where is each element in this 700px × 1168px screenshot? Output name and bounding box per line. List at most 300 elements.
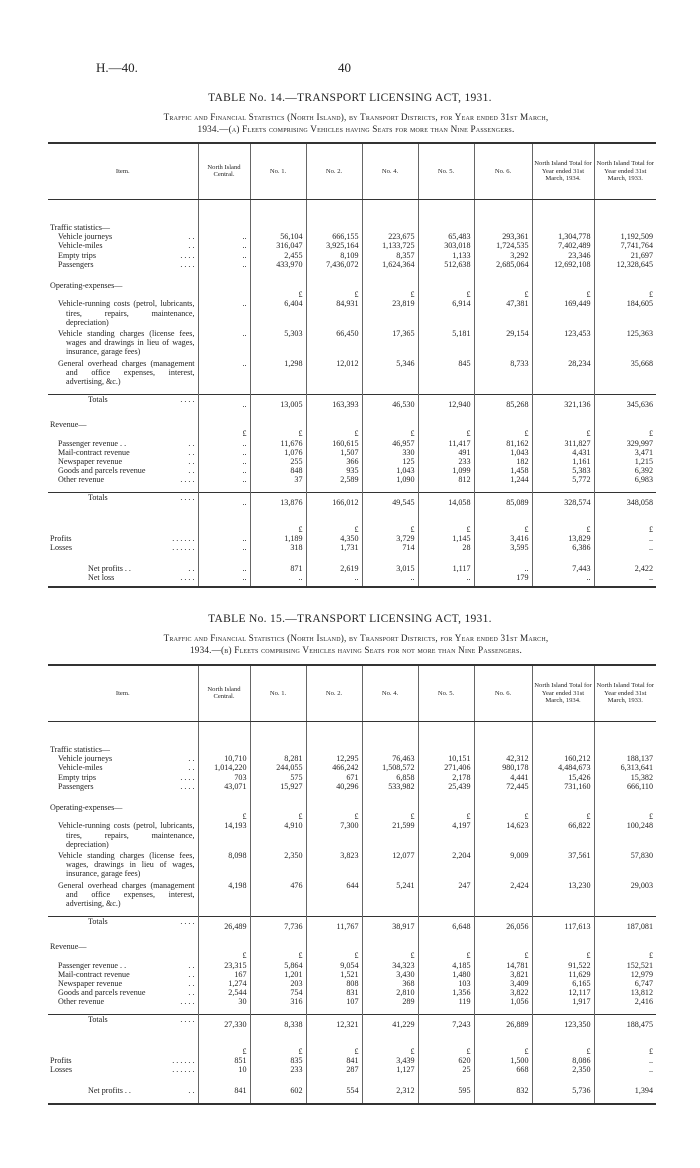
col-header-no1: No. 1. — [250, 143, 306, 199]
pound-sign: £ — [198, 1047, 250, 1056]
row-label-cell — [48, 1065, 198, 1074]
spacer-cell — [594, 199, 656, 223]
pound-sign: £ — [362, 290, 418, 299]
cell-value: 187,081 — [594, 916, 656, 936]
row-label-cell — [48, 961, 198, 970]
table-row — [48, 1015, 656, 1035]
spacer-cell — [594, 485, 656, 493]
cell-value: 731,160 — [532, 782, 594, 791]
row-label: Passengers — [58, 259, 94, 269]
cell-value: 7,736 — [250, 916, 306, 936]
spacer-cell — [48, 386, 198, 394]
cell-value: 980,178 — [474, 763, 532, 772]
spacer-cell — [306, 1035, 362, 1047]
cell-value: 476 — [250, 881, 306, 909]
empty-cell — [362, 803, 418, 812]
cell-value: 15,426 — [532, 773, 594, 782]
spacer-cell — [532, 1007, 594, 1015]
cell-value: 1,076 — [250, 448, 306, 457]
cell-value: 13,812 — [594, 988, 656, 997]
spacer-cell — [306, 1007, 362, 1015]
spacer-cell — [362, 908, 418, 916]
cell-value: 3,729 — [362, 534, 418, 543]
cell-value: 602 — [250, 1086, 306, 1104]
cell-value: 119 — [418, 997, 474, 1006]
row-label: Mail-contract revenue — [58, 447, 130, 457]
cell-value: 316 — [250, 997, 306, 1006]
cell-value: .. — [594, 534, 656, 543]
cell-value: 11,676 — [250, 439, 306, 448]
cell-value: 1,189 — [250, 534, 306, 543]
spacer-cell — [594, 1007, 656, 1015]
leader-dots: . . . . — [180, 259, 195, 269]
spacer-row — [48, 513, 656, 525]
cell-value: 6,313,641 — [594, 763, 656, 772]
cell-value: .. — [198, 448, 250, 457]
cell-value: 76,463 — [362, 754, 418, 763]
cell-value: 1,043 — [362, 466, 418, 475]
row-label: Vehicle journeys — [58, 232, 113, 242]
cell-value: 316,047 — [250, 241, 306, 250]
spacer-cell — [418, 485, 474, 493]
spacer-cell — [198, 386, 250, 394]
row-label: Goods and parcels revenue — [58, 466, 146, 476]
empty-cell — [362, 281, 418, 290]
cell-value: 21,599 — [362, 821, 418, 849]
spacer-cell — [198, 199, 250, 223]
table-15 — [48, 664, 656, 1105]
spacer-cell — [418, 513, 474, 525]
leader-dots: . . — [188, 241, 195, 251]
cell-value: 6,858 — [362, 773, 418, 782]
table-row — [48, 1056, 656, 1065]
pound-sign: £ — [532, 951, 594, 960]
row-label-cell — [48, 299, 198, 327]
cell-value: 46,530 — [362, 394, 418, 414]
pound-sign: £ — [250, 429, 306, 438]
cell-value: 533,982 — [362, 782, 418, 791]
spacer-cell — [418, 199, 474, 223]
cell-value: 13,829 — [532, 534, 594, 543]
table-row — [48, 564, 656, 573]
pound-sign: £ — [198, 429, 250, 438]
pound-sign: £ — [198, 812, 250, 821]
cell-value: .. — [198, 260, 250, 269]
leader-dots: . . — [188, 564, 195, 574]
section-heading: Operating-expenses— — [50, 803, 123, 813]
table-row — [48, 299, 656, 327]
cell-value: 11,417 — [418, 439, 474, 448]
cell-value: 12,692,108 — [532, 260, 594, 269]
spacer-cell — [48, 908, 198, 916]
spacer-cell — [198, 721, 250, 745]
cell-value: 188,137 — [594, 754, 656, 763]
table-row — [48, 988, 656, 997]
col-header-no2: No. 2. — [306, 143, 362, 199]
cell-value: 321,136 — [532, 394, 594, 414]
spacer-cell — [474, 552, 532, 564]
empty-cell — [198, 745, 250, 754]
row-label: Profits — [50, 533, 72, 543]
row-label-cell — [48, 881, 198, 909]
empty-cell — [474, 942, 532, 951]
cell-value: 330 — [362, 448, 418, 457]
cell-value: 754 — [250, 988, 306, 997]
cell-value: 4,910 — [250, 821, 306, 849]
cell-value: 575 — [250, 773, 306, 782]
table-row — [48, 573, 656, 587]
cell-value: 3,925,164 — [306, 241, 362, 250]
cell-value: 1,215 — [594, 457, 656, 466]
cell-value: 7,300 — [306, 821, 362, 849]
spacer-cell — [594, 721, 656, 745]
empty-cell — [48, 812, 198, 821]
row-label-cell — [48, 493, 198, 513]
cell-value: 163,393 — [306, 394, 362, 414]
cell-value: 1,090 — [362, 475, 418, 484]
traffic-heading — [48, 223, 198, 232]
section-heading: Traffic statistics— — [50, 223, 111, 232]
row-label: Net profits . . — [88, 1086, 131, 1096]
cell-value: 1,304,778 — [532, 232, 594, 241]
cell-value: 25 — [418, 1065, 474, 1074]
row-label: Losses — [50, 1065, 73, 1075]
cell-value: 3,015 — [362, 564, 418, 573]
row-label: General overhead charges (management and office expenses, interest, advertising, &c.) — [58, 880, 195, 909]
spacer-cell — [532, 1035, 594, 1047]
cell-value: 703 — [198, 773, 250, 782]
cell-value: 4,198 — [198, 881, 250, 909]
row-label-cell — [48, 979, 198, 988]
pound-sign: £ — [306, 429, 362, 438]
cell-value: 8,281 — [250, 754, 306, 763]
spacer-cell — [474, 386, 532, 394]
cell-value: 2,685,064 — [474, 260, 532, 269]
table-row — [48, 997, 656, 1006]
empty-cell — [250, 745, 306, 754]
spacer-cell — [48, 513, 198, 525]
cell-value: 46,957 — [362, 439, 418, 448]
spacer-cell — [306, 908, 362, 916]
empty-cell — [48, 429, 198, 438]
table-row — [48, 394, 656, 414]
cell-value: 1,917 — [532, 997, 594, 1006]
cell-value: 26,056 — [474, 916, 532, 936]
spacer-cell — [198, 552, 250, 564]
cell-value: 160,212 — [532, 754, 594, 763]
cell-value: .. — [362, 573, 418, 587]
empty-cell — [250, 420, 306, 429]
row-label: Passenger revenue . . — [58, 438, 127, 448]
spacer-cell — [362, 721, 418, 745]
cell-value: 345,636 — [594, 394, 656, 414]
row-label-cell — [48, 1056, 198, 1065]
cell-value: 12,117 — [532, 988, 594, 997]
spacer-cell — [306, 552, 362, 564]
cell-value: 9,009 — [474, 851, 532, 879]
empty-cell — [198, 281, 250, 290]
cell-value: 1,458 — [474, 466, 532, 475]
spacer-row — [48, 386, 656, 394]
cell-value: .. — [198, 251, 250, 260]
spacer-cell — [250, 1035, 306, 1047]
cell-value: 1,192,509 — [594, 232, 656, 241]
leader-dots: . . — [188, 457, 195, 467]
cell-value: 2,619 — [306, 564, 362, 573]
row-label-cell — [48, 988, 198, 997]
cell-value: 85,089 — [474, 493, 532, 513]
col-header-total-1933: North Island Total for Year ended 31st March, 1933. — [594, 143, 656, 199]
cell-value: 23,315 — [198, 961, 250, 970]
leader-dots: . . . . . . — [172, 1055, 195, 1065]
cell-value: 554 — [306, 1086, 362, 1104]
cell-value: .. — [198, 299, 250, 327]
cell-value: .. — [594, 1065, 656, 1074]
spacer-cell — [198, 485, 250, 493]
cell-value: 30 — [198, 997, 250, 1006]
spacer-cell — [474, 199, 532, 223]
cell-value: 12,328,645 — [594, 260, 656, 269]
spacer-cell — [362, 199, 418, 223]
col-header-no5: No. 5. — [418, 665, 474, 721]
spacer-cell — [48, 199, 198, 223]
cell-value: 1,724,535 — [474, 241, 532, 250]
cell-value: 169,449 — [532, 299, 594, 327]
spacer-cell — [250, 791, 306, 803]
empty-cell — [250, 803, 306, 812]
table-row — [48, 329, 656, 357]
cell-value: 14,058 — [418, 493, 474, 513]
empty-cell — [306, 223, 362, 232]
col-header-central: North Island Central. — [198, 665, 250, 721]
spacer-cell — [48, 721, 198, 745]
col-header-total-1934: North Island Total for Year ended 31st March, 1934. — [532, 665, 594, 721]
spacer-cell — [306, 386, 362, 394]
cell-value: 7,436,072 — [306, 260, 362, 269]
leader-dots: . . . . — [180, 781, 195, 791]
row-label: Goods and parcels revenue — [58, 988, 146, 998]
table-row — [48, 260, 656, 269]
row-label-cell — [48, 1015, 198, 1035]
spacer-cell — [532, 721, 594, 745]
empty-cell — [594, 223, 656, 232]
cell-value: 5,772 — [532, 475, 594, 484]
pound-sign: £ — [362, 951, 418, 960]
pound-sign: £ — [474, 429, 532, 438]
cell-value: 7,443 — [532, 564, 594, 573]
cell-value: 671 — [306, 773, 362, 782]
leader-dots: . . . . — [180, 772, 195, 782]
empty-cell — [306, 803, 362, 812]
pound-sign: £ — [474, 812, 532, 821]
cell-value: 6,386 — [532, 543, 594, 552]
cell-value: 29,003 — [594, 881, 656, 909]
row-label: Newspaper revenue — [58, 457, 123, 467]
empty-cell — [418, 942, 474, 951]
leader-dots: . . — [188, 754, 195, 764]
empty-cell — [198, 803, 250, 812]
cell-value: 12,940 — [418, 394, 474, 414]
row-label: Vehicle standing charges (license fees, wages, drawings in lieu of wages, insurance, garage fees) — [58, 851, 195, 879]
row-label: Net loss — [88, 573, 115, 583]
empty-cell — [48, 1047, 198, 1056]
row-label: Vehicle journeys — [58, 754, 113, 764]
cell-value: 1,480 — [418, 970, 474, 979]
pound-sign: £ — [532, 812, 594, 821]
cell-value: 2,350 — [250, 851, 306, 879]
cell-value: 851 — [198, 1056, 250, 1065]
leader-dots: . . — [188, 438, 195, 448]
cell-value: 1,145 — [418, 534, 474, 543]
col-header-no4: No. 4. — [362, 665, 418, 721]
cell-value: 7,402,489 — [532, 241, 594, 250]
table-row — [48, 782, 656, 791]
traffic-heading — [48, 745, 198, 754]
cell-value: 1,133,725 — [362, 241, 418, 250]
cell-value: .. — [198, 564, 250, 573]
cell-value: 42,312 — [474, 754, 532, 763]
section-heading: Revenue— — [50, 420, 87, 430]
cell-value: 871 — [250, 564, 306, 573]
pound-sign: £ — [250, 812, 306, 821]
section-heading: Revenue— — [50, 942, 87, 952]
spacer-cell — [594, 513, 656, 525]
cell-value: 11,767 — [306, 916, 362, 936]
spacer-cell — [594, 386, 656, 394]
cell-value: 1,244 — [474, 475, 532, 484]
spacer-cell — [474, 908, 532, 916]
section-heading-row — [48, 420, 656, 429]
pound-sign: £ — [362, 812, 418, 821]
cell-value: 188,475 — [594, 1015, 656, 1035]
cell-value: 3,821 — [474, 970, 532, 979]
spacer-cell — [250, 552, 306, 564]
table-15-title: TABLE No. 15.—TRANSPORT LICENSING ACT, 1931. — [208, 613, 492, 625]
spacer-cell — [532, 791, 594, 803]
section-heading: Traffic statistics— — [50, 745, 111, 754]
cell-value: 831 — [306, 988, 362, 997]
spacer-cell — [250, 386, 306, 394]
cell-value: 21,697 — [594, 251, 656, 260]
table-row — [48, 916, 656, 936]
spacer-cell — [532, 552, 594, 564]
cell-value: 2,416 — [594, 997, 656, 1006]
table-14-subtitle-line-2: 1934.—(a) Fleets comprising Vehicles having Seats for more than Nine Passengers. — [197, 124, 515, 134]
spacer-cell — [362, 1007, 418, 1015]
pound-sign: £ — [594, 429, 656, 438]
pound-sign: £ — [474, 290, 532, 299]
row-label-cell — [48, 543, 198, 552]
table-row — [48, 979, 656, 988]
col-header-no2: No. 2. — [306, 665, 362, 721]
cell-value: .. — [474, 564, 532, 573]
cell-value: 4,350 — [306, 534, 362, 543]
row-label-cell — [48, 916, 198, 936]
cell-value: 8,733 — [474, 359, 532, 387]
row-label: Newspaper revenue — [58, 979, 123, 989]
spacer-cell — [532, 908, 594, 916]
row-label-cell — [48, 851, 198, 879]
table-row — [48, 773, 656, 782]
row-label-cell — [48, 1086, 198, 1104]
pound-sign: £ — [250, 1047, 306, 1056]
empty-cell — [532, 420, 594, 429]
cell-value: 1,500 — [474, 1056, 532, 1065]
table-row — [48, 961, 656, 970]
cell-value: 12,077 — [362, 851, 418, 879]
cell-value: 12,012 — [306, 359, 362, 387]
cell-value: 4,441 — [474, 773, 532, 782]
spacer-cell — [474, 721, 532, 745]
cell-value: 2,544 — [198, 988, 250, 997]
cell-value: 3,439 — [362, 1056, 418, 1065]
cell-value: 8,086 — [532, 1056, 594, 1065]
row-label: Losses — [50, 543, 73, 553]
spacer-cell — [532, 269, 594, 281]
pound-sign: £ — [306, 290, 362, 299]
cell-value: 303,018 — [418, 241, 474, 250]
leader-dots: . . . . — [180, 493, 195, 503]
cell-value: 2,422 — [594, 564, 656, 573]
section-heading-row — [48, 281, 656, 290]
table-row — [48, 241, 656, 250]
row-label-cell — [48, 260, 198, 269]
spacer-cell — [474, 269, 532, 281]
cell-value: 2,810 — [362, 988, 418, 997]
spacer-cell — [594, 908, 656, 916]
empty-cell — [48, 290, 198, 299]
empty-cell — [250, 942, 306, 951]
cell-value: .. — [198, 493, 250, 513]
cell-value: 2,350 — [532, 1065, 594, 1074]
cell-value: 17,365 — [362, 329, 418, 357]
leader-dots: . . — [188, 763, 195, 773]
spacer-cell — [594, 1035, 656, 1047]
spacer-cell — [362, 513, 418, 525]
row-label: Mail-contract revenue — [58, 969, 130, 979]
cell-value: 123,453 — [532, 329, 594, 357]
spacer-cell — [474, 485, 532, 493]
spacer-cell — [532, 513, 594, 525]
pound-sign: £ — [594, 1047, 656, 1056]
row-label: Vehicle-running costs (petrol, lubricants, tires, repairs, maintenance, depreciation) — [58, 299, 195, 327]
spacer-cell — [418, 269, 474, 281]
table-row — [48, 1065, 656, 1074]
empty-cell — [418, 223, 474, 232]
spacer-row — [48, 199, 656, 223]
empty-cell — [594, 803, 656, 812]
empty-cell — [306, 942, 362, 951]
cell-value: 845 — [418, 359, 474, 387]
cell-value: 57,830 — [594, 851, 656, 879]
empty-cell — [48, 525, 198, 534]
cell-value: 244,055 — [250, 763, 306, 772]
section-heading-row — [48, 745, 656, 754]
row-label: Passengers — [58, 781, 94, 791]
spacer-cell — [594, 552, 656, 564]
col-header-no6: No. 6. — [474, 143, 532, 199]
row-label-cell — [48, 564, 198, 573]
row-label-cell — [48, 329, 198, 357]
empty-cell — [594, 281, 656, 290]
pound-sign: £ — [362, 1047, 418, 1056]
cell-value: 13,230 — [532, 881, 594, 909]
spacer-cell — [250, 485, 306, 493]
spacer-row — [48, 485, 656, 493]
table-row — [48, 1086, 656, 1104]
col-header-no4: No. 4. — [362, 143, 418, 199]
cell-value: 49,545 — [362, 493, 418, 513]
